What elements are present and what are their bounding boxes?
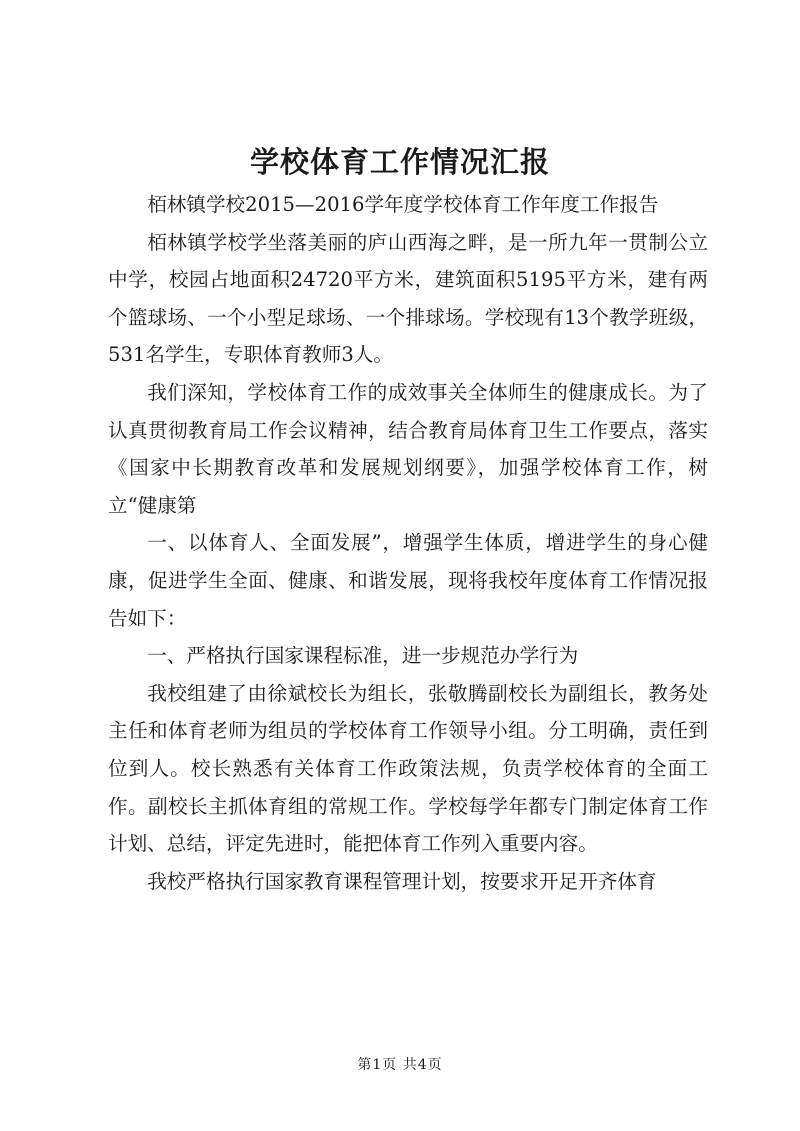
section-heading-1: 一、严格执行国家课程标准，进一步规范办学行为 — [147, 644, 579, 668]
document-body — [108, 186, 708, 900]
page-footer: 第1页 共4页 — [357, 1057, 443, 1073]
document-title: 学校体育工作情况汇报 — [249, 145, 550, 179]
paragraph-principle: 一、以体育人、全面发展”，增强学生体质，增进学生的身心健康，促进学生全面、健康、和谐发展，现将我校年度体育工作情况报告如下： — [108, 531, 708, 630]
paragraph-school-intro: 栢林镇学校学坐落美丽的庐山西海之畔，是一所九年一贯制公立中学，校园占地面积24720平方米，建筑面积5195平方米，建有两个篮球场、一个小型足球场、一个排球场。学校现有13个教学班级，531名学生，专职体育教师3人。 — [108, 230, 708, 367]
paragraph-report-heading: 栢林镇学校2015—2016学年度学校体育工作年度工作报告 — [147, 193, 659, 216]
paragraph-leadership: 我校组建了由徐斌校长为组长，张敬腾副校长为副组长，教务处主任和体育老师为组员的学校体育工作领导小组。分工明确，责任到位到人。校长熟悉有关体育工作政策法规，负责学校体育的全面工作。副校长主抓体育组的常规工作。学校每学年都专门制定体育工作计划、总结，评定先进时，能把体育工作列入重要内容。 — [108, 681, 708, 856]
paragraph-purpose: 我们深知，学校体育工作的成效事关全体师生的健康成长。为了认真贯彻教育局工作会议精神，结合教育局体育卫生工作要点，落实《国家中长期教育改革和发展规划纲要》，加强学校体育工作，树立“健康第 — [108, 380, 708, 517]
paragraph-curriculum: 我校严格执行国家教育课程管理计划，按要求开足开齐体育 — [147, 869, 657, 893]
